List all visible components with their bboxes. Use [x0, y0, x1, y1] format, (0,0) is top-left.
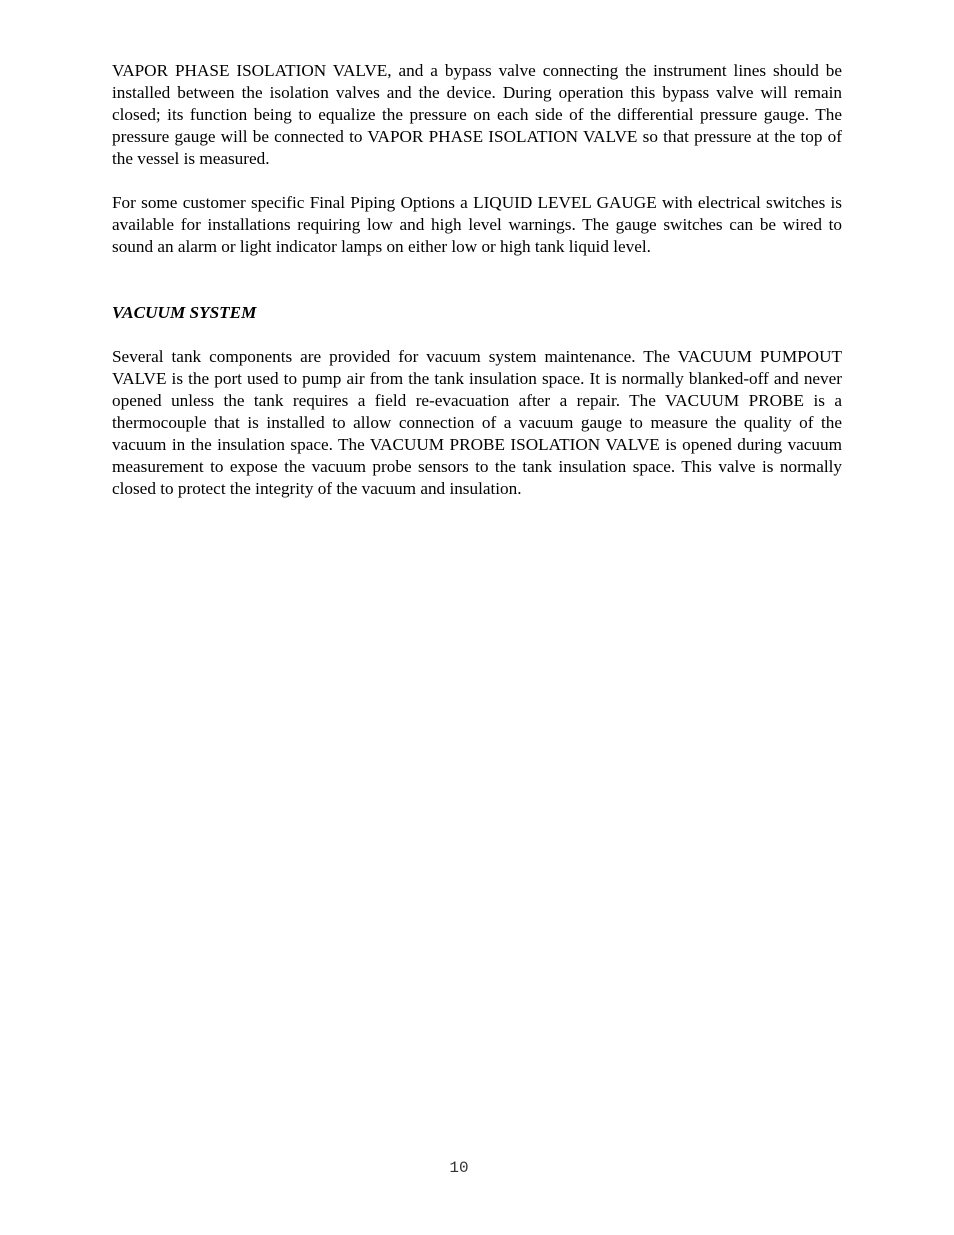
- page-number: 10: [449, 1159, 469, 1177]
- paragraph-liquid-level-gauge: For some customer specific Final Piping Options a LIQUID LEVEL GAUGE with electrical switches is available for installations requiring low and high level warnings. The gauge switches can be wired to sound an alarm or light indicator lamps on either low or high tank liquid level.: [112, 193, 842, 256]
- paragraph-bypass-valve: VAPOR PHASE ISOLATION VALVE, and a bypass valve connecting the instrument lines should be installed between the isolation valves and the device. During operation this bypass valve will remain closed; its function being to equalize the pressure on each side of the differential pressure gauge. The pressure gauge will be connected to VAPOR PHASE ISOLATION VALVE so that pressure at the top of the vessel is measured.: [112, 61, 842, 168]
- page-content: [112, 60, 842, 500]
- section-heading-vacuum-system: VACUUM SYSTEM: [112, 303, 257, 322]
- paragraph-vacuum-system: Several tank components are provided for vacuum system maintenance. The VACUUM PUMPOUT VALVE is the port used to pump air from the tank insulation space. It is normally blanked-off and never opened unless the tank requires a field re-evacuation after a repair. The VACUUM PROBE is a thermocouple that is installed to allow connection of a vacuum gauge to measure the quality of the vacuum in the insulation space. The VACUUM PROBE ISOLATION VALVE is opened during vacuum measurement to expose the vacuum probe sensors to the tank insulation space. This valve is normally closed to protect the integrity of the vacuum and insulation.: [112, 347, 842, 498]
